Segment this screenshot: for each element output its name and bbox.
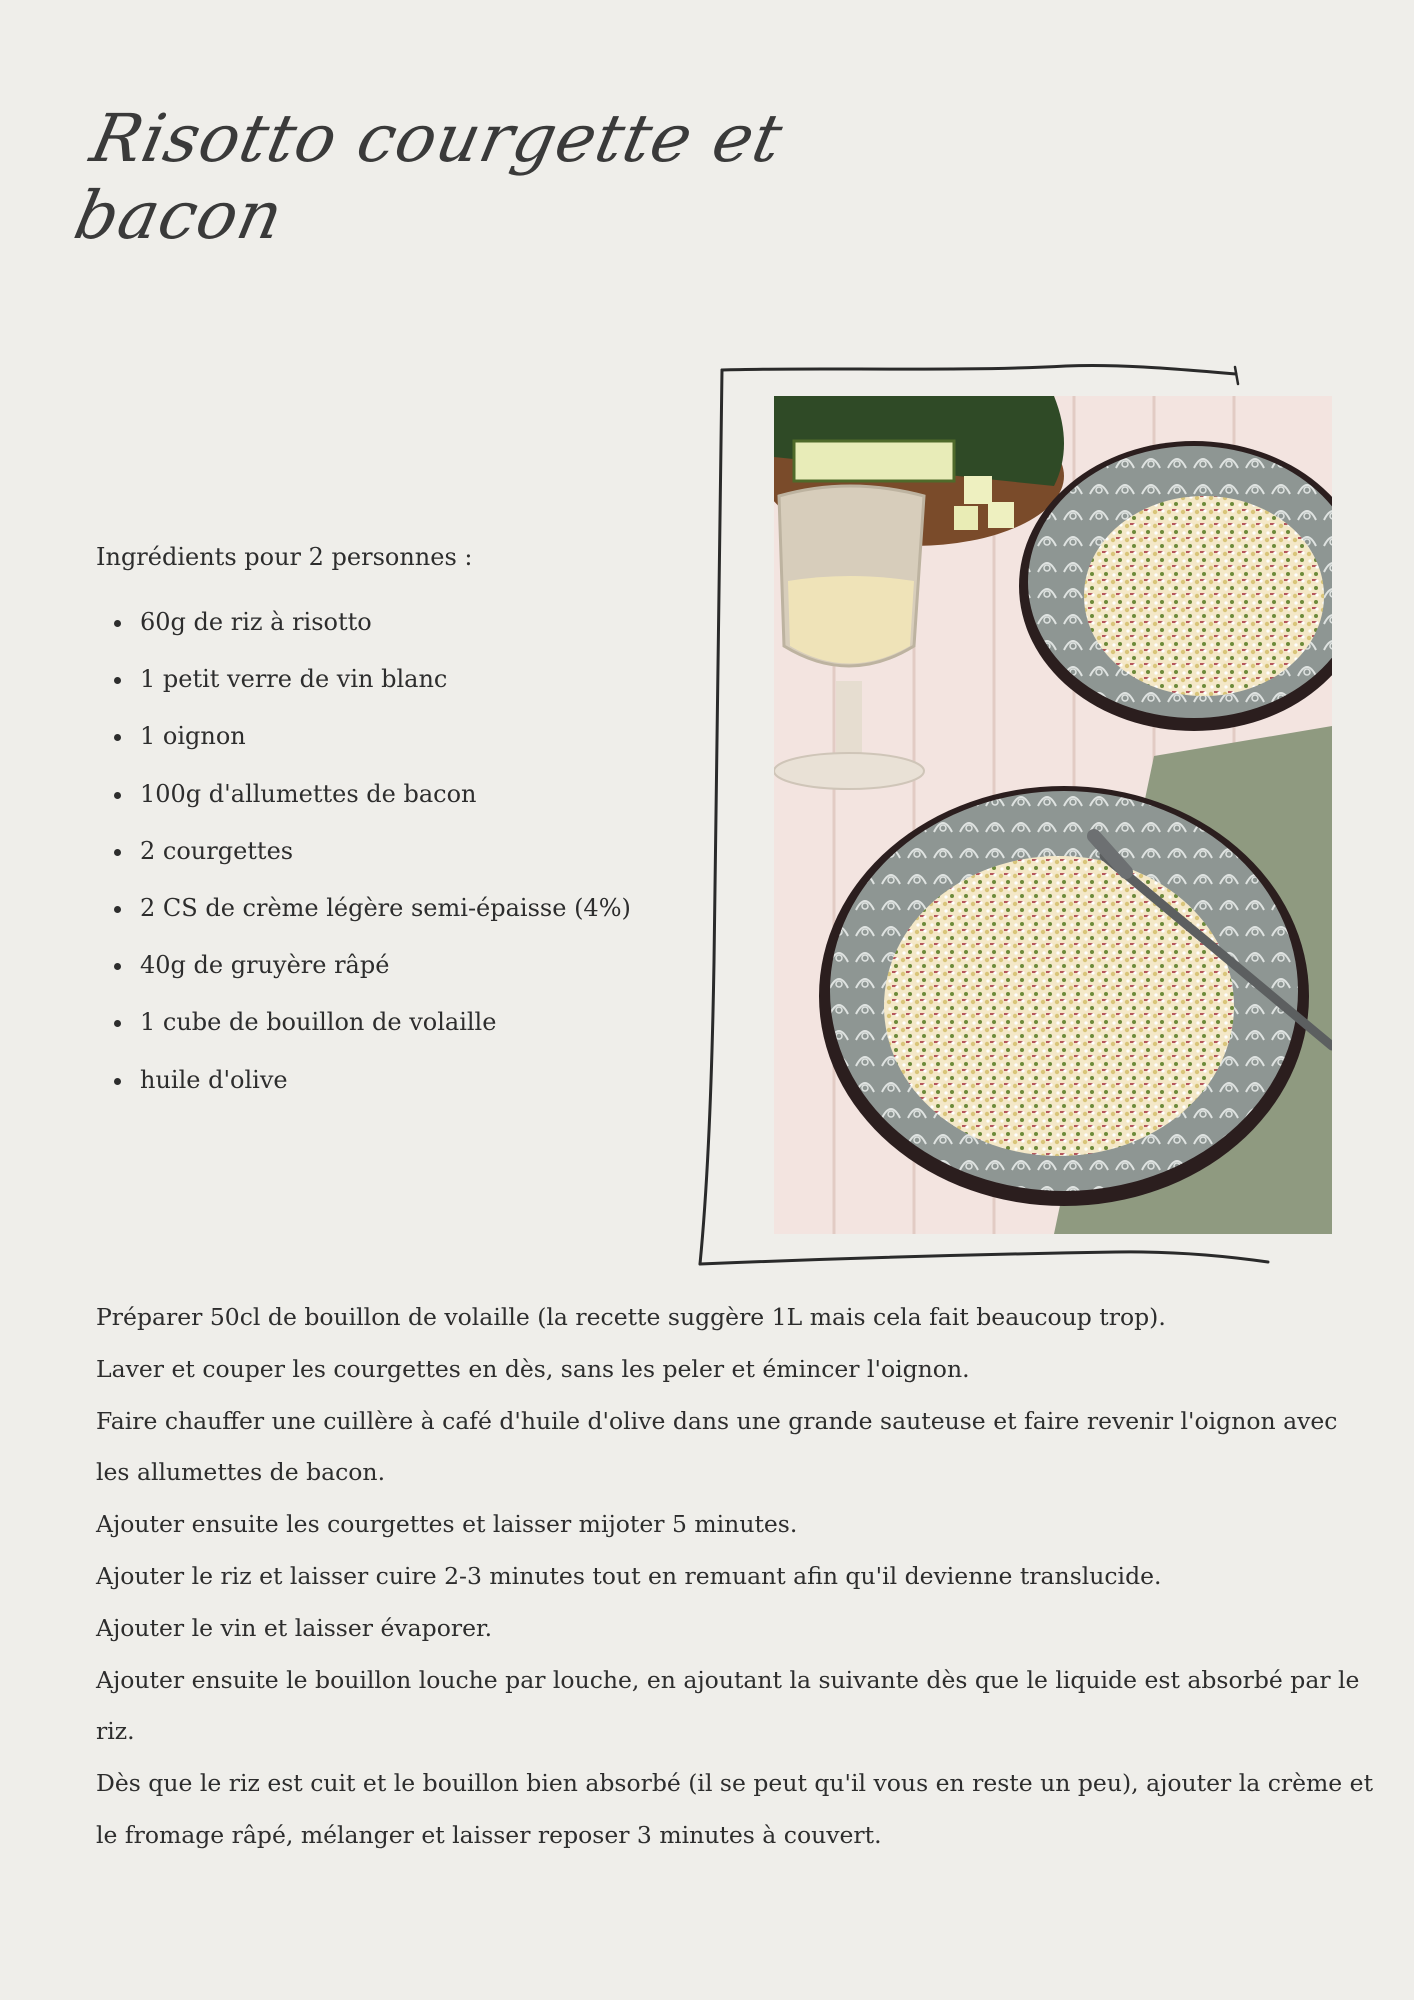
ingredients-heading: Ingrédients pour 2 personnes : xyxy=(96,543,473,571)
ingredients-section xyxy=(96,536,696,1109)
ingredient-item: 2 CS de crème légère semi-épaisse (4%) xyxy=(140,880,696,937)
instructions-section xyxy=(96,1292,1376,1862)
photo-frame xyxy=(696,362,1276,1270)
instruction-step: Ajouter ensuite le bouillon louche par louche, en ajoutant la suivante dès que le liquide est absorbé par le riz. xyxy=(96,1665,1360,1746)
ingredient-item: 2 courgettes xyxy=(140,823,696,880)
instruction-step: Faire chauffer une cuillère à café d'huile d'olive dans une grande sauteuse et faire revenir l'oignon avec les allumettes de bacon. xyxy=(96,1406,1338,1487)
risotto-image xyxy=(774,396,1332,1234)
instruction-step: Ajouter le riz et laisser cuire 2-3 minutes tout en remuant afin qu'il devienne translucide. xyxy=(96,1561,1162,1590)
instruction-step: Préparer 50cl de bouillon de volaille (la recette suggère 1L mais cela fait beaucoup trop). xyxy=(96,1303,1166,1331)
page-title: Risotto courgette et bacon xyxy=(68,100,790,254)
ingredient-item: 100g d'allumettes de bacon xyxy=(140,766,696,823)
ingredient-item: 40g de gruyère râpé xyxy=(140,937,696,994)
ingredient-item: 60g de riz à risotto xyxy=(140,594,696,651)
instruction-step: Ajouter le vin et laisser évaporer. xyxy=(96,1613,493,1642)
risotto-photo xyxy=(774,396,1332,1234)
ingredient-item: 1 cube de bouillon de volaille xyxy=(140,994,696,1051)
ingredients-list xyxy=(96,594,696,1109)
instruction-step: Dès que le riz est cuit et le bouillon bien absorbé (il se peut qu'il vous en reste un peu), ajouter la crème et le fromage râpé, mélanger et laisser reposer 3 minutes à couvert. xyxy=(96,1769,1374,1849)
instruction-step: Laver et couper les courgettes en dès, sans les peler et émincer l'oignon. xyxy=(96,1354,970,1383)
instruction-step: Ajouter ensuite les courgettes et laisser mijoter 5 minutes. xyxy=(96,1510,798,1539)
ingredient-item: 1 petit verre de vin blanc xyxy=(140,651,696,708)
ingredient-item: 1 oignon xyxy=(140,708,696,765)
ingredient-item: huile d'olive xyxy=(140,1052,696,1109)
